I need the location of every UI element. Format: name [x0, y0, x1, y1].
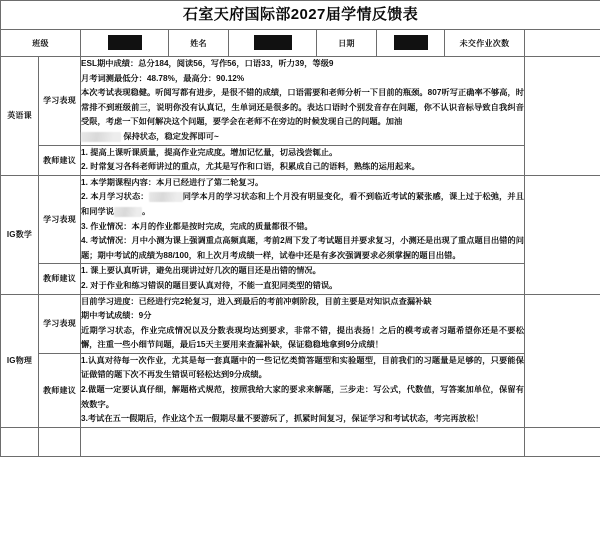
ig-math-performance-row [1, 175, 600, 264]
english-advice-row [1, 145, 600, 175]
english-advice-line-1: 1. 提高上课听课质量，提高作业完成度。增加记忆量，切忌浅尝辄止。 [81, 147, 338, 157]
date-value[interactable] [377, 30, 445, 57]
ig-physics-advice-line-3: 3.考试在五一假期后，作业这个五一假期尽量不要游玩了，抓紧时间复习，保证学习和考试状态，考完再放松！ [81, 414, 484, 424]
subject-label-english: 英语课 [1, 57, 39, 176]
english-performance-row [1, 57, 600, 146]
row-label-study-performance-ig-physics: 学习表现 [39, 294, 81, 353]
ig-math-missed-homework[interactable] [525, 175, 600, 294]
empty-trailing-row [1, 427, 600, 456]
missed-homework-label: 未交作业次数 [445, 30, 525, 57]
row-label-study-performance-ig-math: 学习表现 [39, 175, 81, 264]
english-performance-line-3: 本次考试表现稳健。听阅写都有进步，是很不错的成绩，口语需要和老师分析一下目前的瓶颈。807听写正确率不够高，时常排不到班级前三，说明你没有认真记，生单词还是很多的。表达口语时个别发音存在问题，你不认识音标导致自我纠音受限，考虑一下如何解决这个问题，要学会在老师不在旁边的时候发现自己的问题。加油 [81, 88, 524, 127]
page-title [1, 1, 600, 30]
english-performance-line-1: ESL期中成绩：总分184，阅读56，写作56，口语33，听力39，等级9 [81, 59, 334, 68]
ig-physics-performance-line-3: 近期学习状态，作业完成情况以及分数表现均达到要求，非常不错，提出表扬！之后的模考或者习题希望你还是不要松懈，注重一些小细节问题，最后15天主要用来查漏补缺，保证稳稳地拿到9分成绩！ [81, 325, 524, 350]
name-label: 姓名 [169, 30, 229, 57]
ig-math-advice-line-1: 1. 课上要认真听讲，避免出现讲过好几次的题目还是出错的情况。 [81, 266, 321, 276]
row-label-study-performance-english: 学习表现 [39, 57, 81, 146]
class-label: 班级 [1, 30, 81, 57]
name-value[interactable] [229, 30, 317, 57]
missed-homework-value[interactable] [525, 30, 600, 57]
ig-physics-performance-row [1, 294, 600, 353]
ig-math-performance-content [81, 175, 525, 264]
ig-math-advice-row [1, 264, 600, 294]
page-title-text: 石室天府国际部2027届学情反馈表 [182, 6, 419, 23]
english-performance-line-4-text: 保持状态，稳定发挥即可~ [123, 131, 219, 141]
ig-physics-performance-content [81, 294, 525, 353]
ig-math-performance-line-1: 1. 本学期课程内容：本月已经进行了第二轮复习。 [81, 177, 264, 187]
english-advice-line-2: 2. 时常复习各科老师讲过的重点，尤其是写作和口语，积累成自己的语料，熟练的运用起来。 [81, 162, 420, 172]
header-meta-row [1, 30, 600, 57]
row-label-teacher-advice-ig-physics: 教师建议 [39, 353, 81, 427]
title-row [1, 1, 600, 30]
class-value[interactable] [81, 30, 169, 57]
ig-math-advice-content [81, 264, 525, 294]
subject-label-ig-math: IG数学 [1, 175, 39, 294]
ig-physics-performance-line-1: 目前学习进度：已经进行完2轮复习，进入到最后的考前冲刺阶段，目前主要是对知识点查漏补缺 [81, 296, 432, 306]
ig-math-advice-line-2: 2. 对于作业和练习错误的题目要认真对待，不能一直犯同类型的错误。 [81, 280, 338, 290]
redaction-block-name [254, 35, 292, 50]
blurred-student-name [149, 192, 183, 202]
row-label-teacher-advice-ig-math: 教师建议 [39, 264, 81, 294]
english-performance-line-4 [81, 130, 524, 145]
ig-physics-missed-homework[interactable] [525, 294, 600, 427]
english-advice-content [81, 145, 525, 175]
blurred-text-english [81, 132, 121, 142]
ig-physics-performance-line-2: 期中考试成绩：9分 [81, 311, 152, 321]
ig-physics-advice-content [81, 353, 525, 427]
ig-math-performance-line-2: 2. 本月学习状态： 同学本月的学习状态和上个月没有明显变化，看不到临近考试的紧张感，课上过于松弛，并且和同学说 。 [81, 192, 524, 216]
empty-kind-cell[interactable] [39, 427, 81, 456]
date-label: 日期 [317, 30, 377, 57]
english-performance-content [81, 57, 525, 146]
ig-physics-advice-line-1: 1.认真对待每一次作业，尤其是每一套真题中的一些记忆类简答题型和实验题型，目前我们的习题量是足够的，只要能保证做错的题下次不再发生错误可轻松达到9分成绩。 [81, 355, 524, 380]
redaction-block-date [394, 35, 428, 50]
english-missed-homework[interactable] [525, 57, 600, 176]
ig-physics-advice-row [1, 353, 600, 427]
row-label-teacher-advice-english: 教师建议 [39, 145, 81, 175]
redaction-block-class [108, 35, 142, 50]
empty-subject-cell[interactable] [1, 427, 39, 456]
blurred-comment [114, 207, 142, 217]
empty-content-cell[interactable] [81, 427, 525, 456]
subject-label-ig-physics: IG物理 [1, 294, 39, 427]
ig-math-performance-line-3: 3. 作业情况：本月的作业都是按时完成，完成的质量都很不错。 [81, 221, 313, 231]
english-performance-line-2: 月考词测最低分：48.78%，最高分：90.12% [81, 73, 245, 83]
ig-math-performance-line-4: 4. 考试情况：月中小测为课上强调重点高频真题，考前2周下发了考试题目并要求复习，小测还是出现了重点题目出错的问题；期中考试的成绩为88/100，和上次月考成绩一样，试卷中还是有多次强调要求必须掌握的题目出错。 [81, 236, 524, 260]
empty-tail-cell[interactable] [525, 427, 600, 456]
ig-physics-advice-line-2: 2.做题一定要认真仔细，解题格式规范，按照我给大家的要求来解题，三步走：写公式，代数值，写答案加单位，保留有效数字。 [81, 385, 524, 409]
